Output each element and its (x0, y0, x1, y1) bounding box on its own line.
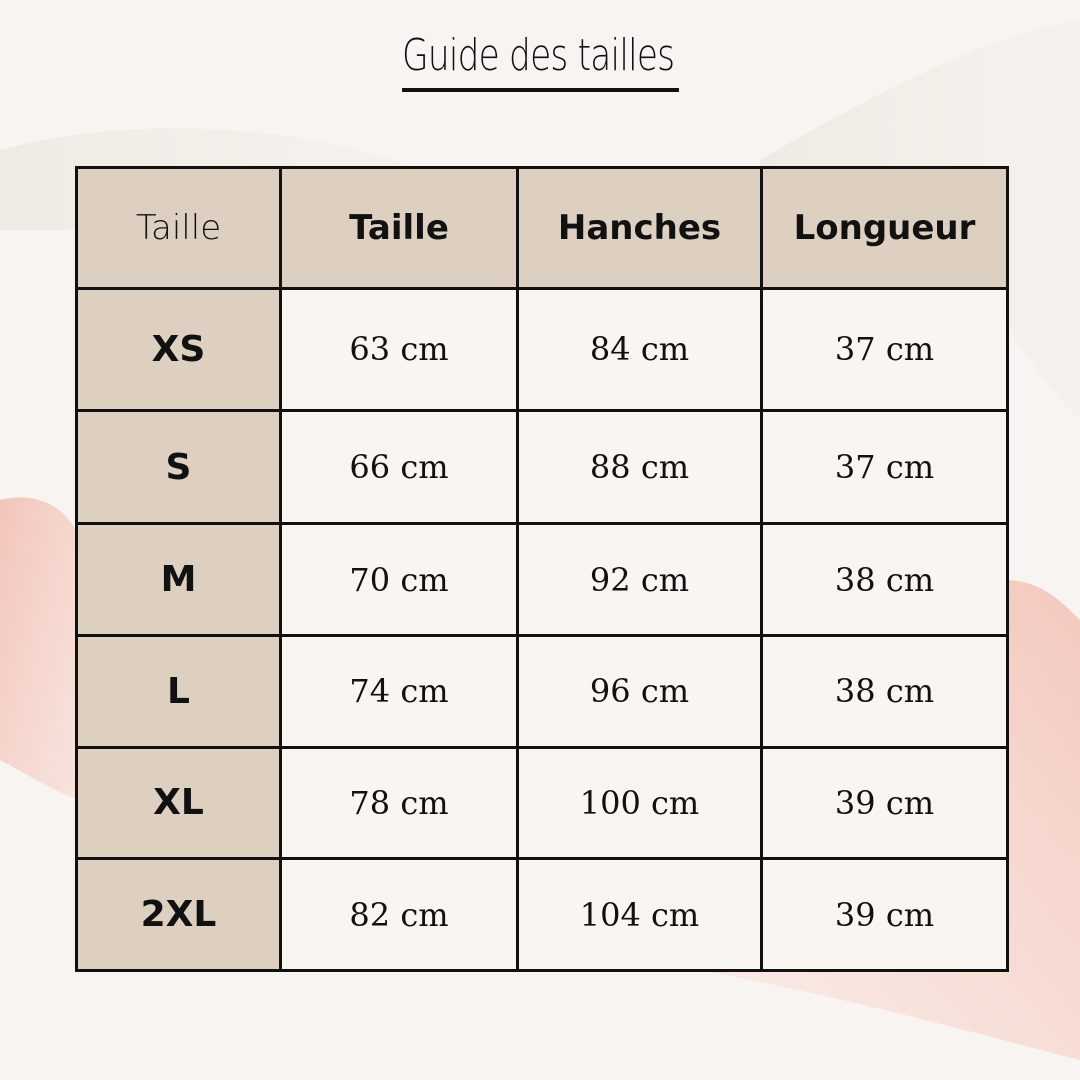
size-label: L (77, 636, 281, 748)
hanches-value: 96 cm (518, 636, 762, 748)
size-label: XS (77, 289, 281, 411)
hanches-value: 88 cm (518, 410, 762, 524)
size-label: 2XL (77, 859, 281, 971)
longueur-value: 37 cm (762, 410, 1008, 524)
table-header-row (77, 168, 1008, 289)
column-header-hanches: Hanches (518, 168, 762, 289)
taille-value: 63 cm (281, 289, 518, 411)
size-chart-table (75, 166, 1009, 972)
size-label: S (77, 410, 281, 524)
longueur-value: 38 cm (762, 524, 1008, 636)
column-header-taille: Taille (281, 168, 518, 289)
size-label: M (77, 524, 281, 636)
table-row (77, 747, 1008, 859)
taille-value: 70 cm (281, 524, 518, 636)
taille-value: 78 cm (281, 747, 518, 859)
taille-value: 74 cm (281, 636, 518, 748)
column-header-longueur: Longueur (762, 168, 1008, 289)
longueur-value: 37 cm (762, 289, 1008, 411)
hanches-value: 84 cm (518, 289, 762, 411)
page-title: Guide des tailles (402, 24, 679, 92)
hanches-value: 92 cm (518, 524, 762, 636)
longueur-value: 39 cm (762, 859, 1008, 971)
longueur-value: 38 cm (762, 636, 1008, 748)
size-label: XL (77, 747, 281, 859)
table-row (77, 524, 1008, 636)
taille-value: 66 cm (281, 410, 518, 524)
title-wrapper (0, 24, 1080, 92)
column-header-size: Taille (77, 168, 281, 289)
longueur-value: 39 cm (762, 747, 1008, 859)
table-row (77, 859, 1008, 971)
taille-value: 82 cm (281, 859, 518, 971)
table-row (77, 289, 1008, 411)
hanches-value: 104 cm (518, 859, 762, 971)
table-row (77, 410, 1008, 524)
table-row (77, 636, 1008, 748)
hanches-value: 100 cm (518, 747, 762, 859)
